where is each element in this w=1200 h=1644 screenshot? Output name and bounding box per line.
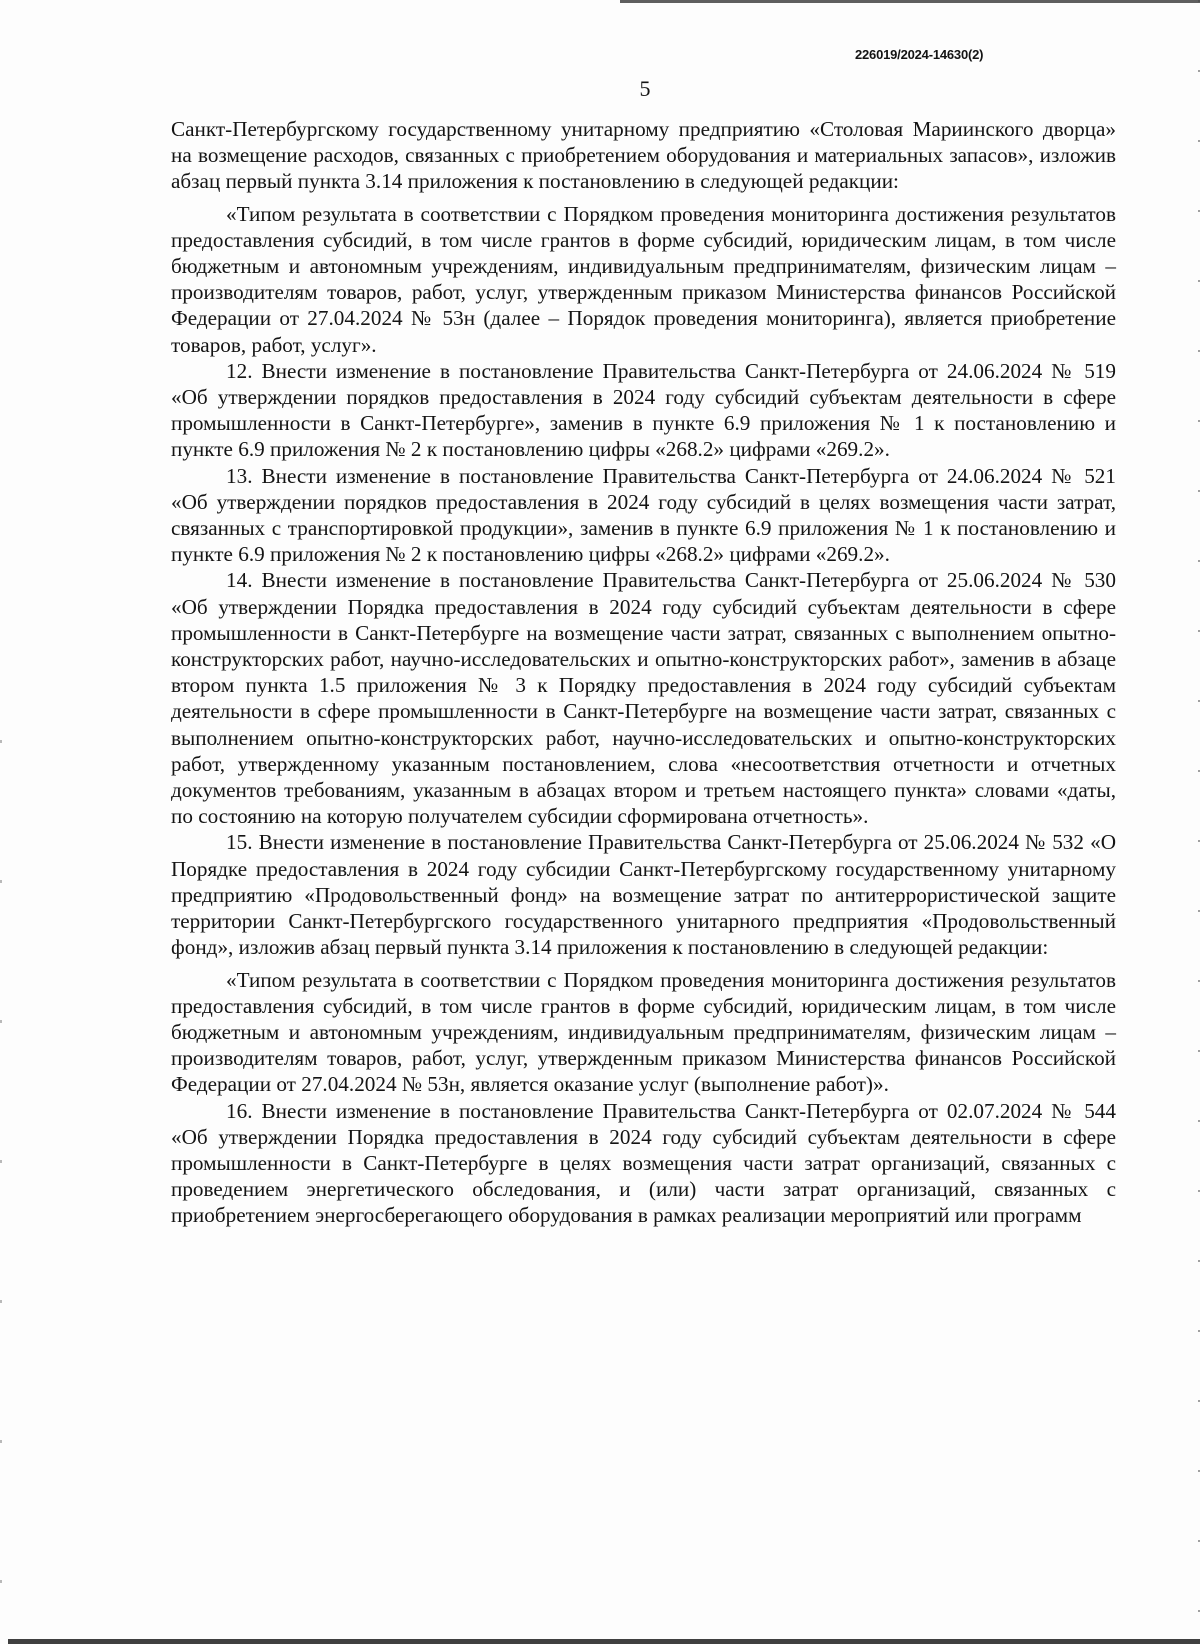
paragraph-item-16: 16. Внести изменение в постановление Правительства Санкт-Петербурга от 02.07.2024 № 544 «Об утверждении Порядка предоставления в 2024 году субсидий субъектам деятельности в сфере промышленности в Санкт-Петербурге в целях возмещения части затрат организаций, связанных с проведением энергетического обследования, и (или) части затрат организаций, связанных с приобретением энергосберегающего оборудования в рамках реализации мероприятий или программ: [171, 1098, 1116, 1228]
paragraph-item-14: 14. Внести изменение в постановление Правительства Санкт-Петербурга от 25.06.2024 № 530 «Об утверждении Порядка предоставления в 2024 году субсидий субъектам деятельности в сфере промышленности в Санкт-Петербурге на возмещение части затрат, связанных с выполнением опытно-конструкторских работ, научно-исследовательских и опытно-конструкторских работ», заменив в абзаце втором пункта 1.5 приложения № 3 к Порядку предоставления в 2024 году субсидий субъектам деятельности в сфере промышленности в Санкт-Петербурге на возмещение части затрат, связанных с выполнением опытно-конструкторских работ, научно-исследовательских и опытно-конструкторских работ, утвержденному указанным постановлением, слова «несоответствия отчетности и отчетных документов требованиям, указанным в абзацах втором и третьем настоящего пункта» словами «даты, по состоянию на которую получателем субсидии сформирована отчетность».: [171, 568, 1116, 829]
document-number: 226019/2024-14630(2): [855, 47, 984, 62]
paragraph-item-15: 15. Внести изменение в постановление Правительства Санкт-Петербурга от 25.06.2024 № 532 «О Порядке предоставления в 2024 году субсидии Санкт-Петербургскому государственному унитарному предприятию «Продовольственный фонд» на возмещение затрат по антитеррористической защите территории Санкт-Петербургского государственного унитарного предприятия «Продовольственный фонд», изложив абзац первый пункта 3.14 приложения к постановлению в следующей редакции:: [171, 830, 1116, 960]
paragraph-quote-result-type: «Типом результата в соответствии с Порядком проведения мониторинга достижения результатов предоставления субсидий, в том числе грантов в форме субсидий, юридическим лицам, в том числе бюджетным и автономным учреждениям, индивидуальным предпринимателям, физическим лицам – производителям товаров, работ, услуг, утвержденным приказом Министерства финансов Российской Федерации от 27.04.2024 № 53н (далее – Порядок проведения мониторинга), является приобретение товаров, работ, услуг».: [171, 201, 1116, 357]
scan-edge-bottom: [8, 1639, 1200, 1644]
scan-edge-left: [0, 740, 2, 1620]
paragraph-item-12: 12. Внести изменение в постановление Правительства Санкт-Петербурга от 24.06.2024 № 519 «Об утверждении порядков предоставления в 2024 году субсидий субъектам деятельности в сфере промышленности в Санкт-Петербурге», заменив в пункте 6.9 приложения № 1 к постановлению и пункте 6.9 приложения № 2 к постановлению цифры «268.2» цифрами «269.2».: [171, 358, 1116, 462]
paragraph-quote-result-type-2: «Типом результата в соответствии с Порядком проведения мониторинга достижения результатов предоставления субсидий, в том числе грантов в форме субсидий, юридическим лицам, в том числе бюджетным и автономным учреждениям, индивидуальным предпринимателям, физическим лицам – производителям товаров, работ, услуг, утвержденным приказом Министерства финансов Российской Федерации от 27.04.2024 № 53н, является оказание услуг (выполнение работ)».: [171, 967, 1116, 1097]
scan-edge-top: [620, 0, 1200, 3]
paragraph-item-13: 13. Внести изменение в постановление Правительства Санкт-Петербурга от 24.06.2024 № 521 «Об утверждении порядков предоставления в 2024 году субсидий в целях возмещения части затрат, связанных с транспортировкой продукции», заменив в пункте 6.9 приложения № 1 к постановлению и пункте 6.9 приложения № 2 к постановлению цифры «268.2» цифрами «269.2».: [171, 463, 1116, 567]
document-body: [171, 116, 1116, 1229]
page-number: 5: [639, 76, 651, 101]
paragraph-continuation: Санкт-Петербургскому государственному унитарному предприятию «Столовая Мариинского дворца» на возмещение расходов, связанных с приобретением оборудования и материальных запасов», изложив абзац первый пункта 3.14 приложения к постановлению в следующей редакции:: [171, 117, 1116, 194]
